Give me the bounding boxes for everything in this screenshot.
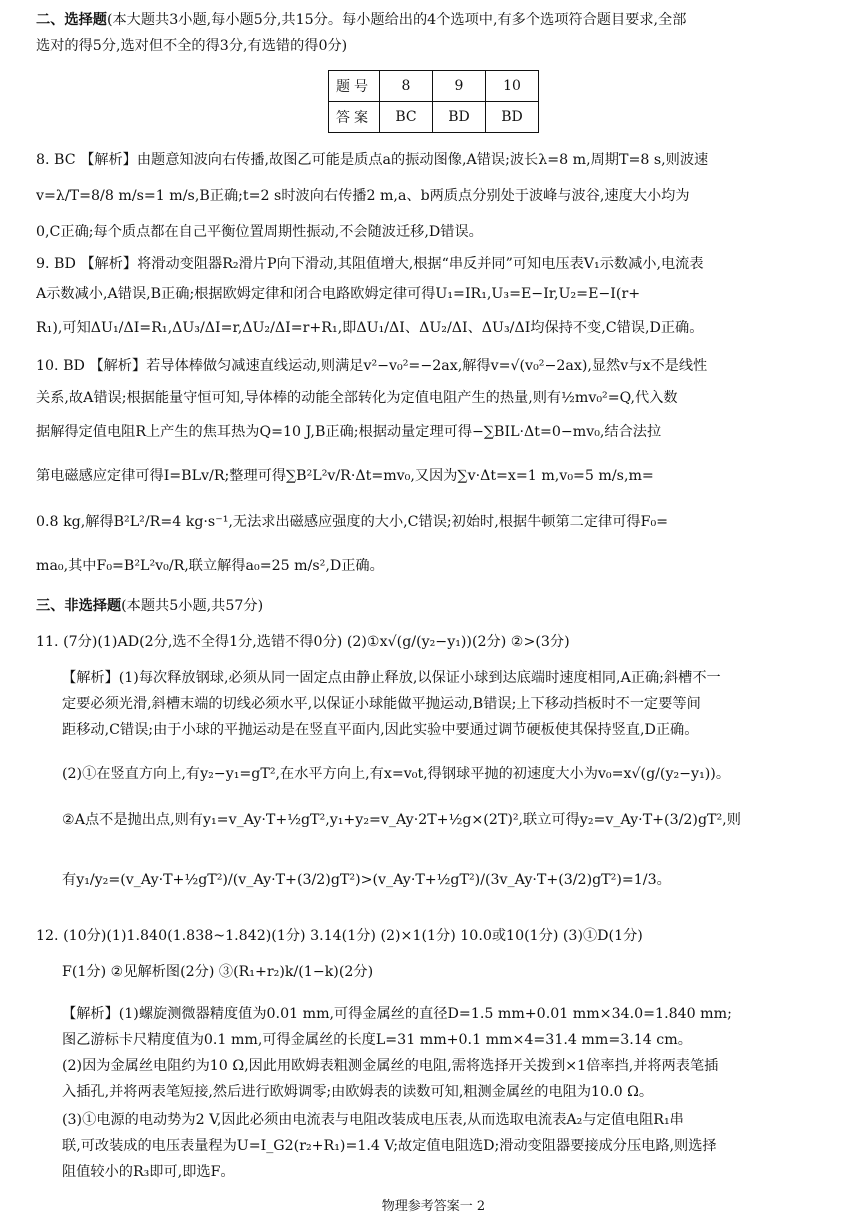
q11-line: 距移动,C错误;由于小球的平抛运动是在竖直平面内,因此实验中要通过调节硬板使其保持竖直,D正确。 [62, 722, 699, 738]
q10-line: 关系,故A错误;根据能量守恒可知,导体棒的动能全部转化为定值电阻产生的热量,则有½mv₀²=Q,代入数 [36, 390, 678, 406]
q12-answer-2: F(1分) ②见解析图(2分) ③(R₁+r₂)k/(1−k)(2分) [62, 964, 374, 980]
q8-line: 8. BC 【解析】由题意知波向右传播,故图乙可能是质点a的振动图像,A错误;波长λ=8 m,周期T=8 s,则波速 [36, 152, 709, 168]
q10-line: 10. BD 【解析】若导体棒做匀减速直线运动,则满足v²−v₀²=−2ax,解得v=√(v₀²−2ax),显然v与x不是线性 [36, 358, 708, 374]
q10-line: 0.8 kg,解得B²L²/R=4 kg·s⁻¹,无法求出磁感应强度的大小,C错误;初始时,根据牛顿第二定律可得F₀= [36, 514, 669, 530]
q8-line: 0,C正确;每个质点都在自己平衡位置周期性振动,不会随波迁移,D错误。 [36, 224, 483, 240]
section2-title: 二、选择题 [36, 12, 107, 28]
section2-header [36, 10, 833, 30]
q11-line: 有y₁/y₂=(v_Ay·T+½gT²)/(v_Ay·T+(3/2)gT²)>(v_Ay·T+½gT²)/(3v_Ay·T+(3/2)gT²)=1/3。 [62, 872, 671, 888]
q10-line: 据解得定值电阻R上产生的焦耳热为Q=10 J,B正确;根据动量定理可得−∑BIL·Δt=0−mv₀,结合法拉 [36, 424, 662, 440]
section3-header [36, 596, 833, 616]
q12-line: 图乙游标卡尺精度值为0.1 mm,可得金属丝的长度L=31 mm+0.1 mm×4=31.4 mm=3.14 cm。 [62, 1032, 692, 1048]
q9-line: 9. BD 【解析】将滑动变阻器R₂滑片P向下滑动,其阻值增大,根据“串反并同”可知电压表V₁示数减小,电流表 [36, 256, 704, 272]
table-cell: 10 [486, 71, 539, 102]
table-row [329, 71, 539, 102]
q11-line: 【解析】(1)每次释放钢球,必须从同一固定点由静止释放,以保证小球到达底端时速度相同,A正确;斜槽不一 [62, 670, 721, 686]
q12-line: 联,可改装成的电压表量程为U=I_G2(r₂+R₁)=1.4 V;故定值电阻选D;滑动变阻器要接成分压电路,则选择 [62, 1138, 717, 1154]
q11-line: ②A点不是抛出点,则有y₁=v_Ay·T+½gT²,y₁+y₂=v_Ay·2T+½g×(2T)²,联立可得y₂=v_Ay·T+(3/2)gT²,则 [62, 812, 741, 828]
table-cell: BC [380, 102, 433, 133]
q12-line: 入插孔,并将两表笔短接,然后进行欧姆调零;由欧姆表的读数可知,粗测金属丝的电阻为10.0 Ω。 [62, 1084, 654, 1100]
q12-line: 阻值较小的R₃即可,即选F。 [62, 1164, 235, 1180]
table-cell: BD [486, 102, 539, 133]
q11-line: (2)①在竖直方向上,有y₂−y₁=gT²,在水平方向上,有x=v₀t,得钢球平抛的初速度大小为v₀=x√(g/(y₂−y₁))。 [62, 766, 731, 782]
table-label: 答案 [329, 102, 380, 133]
q8-line: v=λ/T=8/8 m/s=1 m/s,B正确;t=2 s时波向右传播2 m,a、b两质点分别处于波峰与波谷,速度大小均为 [36, 188, 690, 204]
q9-line: A示数减小,A错误,B正确;根据欧姆定律和闭合电路欧姆定律可得U₁=IR₁,U₃=E−Ir,U₂=E−I(r+ [36, 286, 641, 302]
table-row [329, 102, 539, 133]
q12-answer: 12. (10分)(1)1.840(1.838~1.842)(1分) 3.14(1分) (2)×1(1分) 10.0或10(1分) (3)①D(1分) [36, 928, 643, 944]
table-cell: 8 [380, 71, 433, 102]
q10-line: ma₀,其中F₀=B²L²v₀/R,联立解得a₀=25 m/s²,D正确。 [36, 558, 384, 574]
section2-desc: (本大题共3小题,每小题5分,共15分。每小题给出的4个选项中,有多个选项符合题目要求,全部 [106, 12, 687, 28]
table-label: 题号 [329, 71, 380, 102]
answer-table [328, 70, 539, 133]
section3-desc: (本题共5小题,共57分) [121, 598, 264, 614]
q12-line: (2)因为金属丝电阻约为10 Ω,因此用欧姆表粗测金属丝的电阻,需将选择开关拨到×1倍率挡,并将两表笔插 [62, 1058, 719, 1074]
q9-line: R₁),可知ΔU₁/ΔI=R₁,ΔU₃/ΔI=r,ΔU₂/ΔI=r+R₁,即ΔU₁/ΔI、ΔU₂/ΔI、ΔU₃/ΔI均保持不变,C错误,D正确。 [36, 320, 704, 336]
q10-line: 第电磁感应定律可得I=BLv/R;整理可得∑B²L²v/R·Δt=mv₀,又因为∑v·Δt=x=1 m,v₀=5 m/s,m= [36, 468, 654, 484]
table-cell: 9 [433, 71, 486, 102]
q12-line: 【解析】(1)螺旋测微器精度值为0.01 mm,可得金属丝的直径D=1.5 mm+0.01 mm×34.0=1.840 mm; [62, 1006, 732, 1022]
page-footer: 物理参考答案一 2 [381, 1199, 486, 1214]
section2-desc-2: 选对的得5分,选对但不全的得3分,有选错的得0分) [36, 38, 348, 54]
table-cell: BD [433, 102, 486, 133]
q11-line: 定要必须光滑,斜槽末端的切线必须水平,以保证小球能做平抛运动,B错误;上下移动挡板时不一定要等间 [62, 696, 701, 712]
section3-title: 三、非选择题 [36, 598, 122, 614]
q11-answer: 11. (7分)(1)AD(2分,选不全得1分,选错不得0分) (2)①x√(g/(y₂−y₁))(2分) ②>(3分) [36, 634, 570, 650]
q12-line: (3)①电源的电动势为2 V,因此必须由电流表与电阻改装成电压表,从而选取电流表A₂与定值电阻R₁串 [62, 1112, 684, 1128]
